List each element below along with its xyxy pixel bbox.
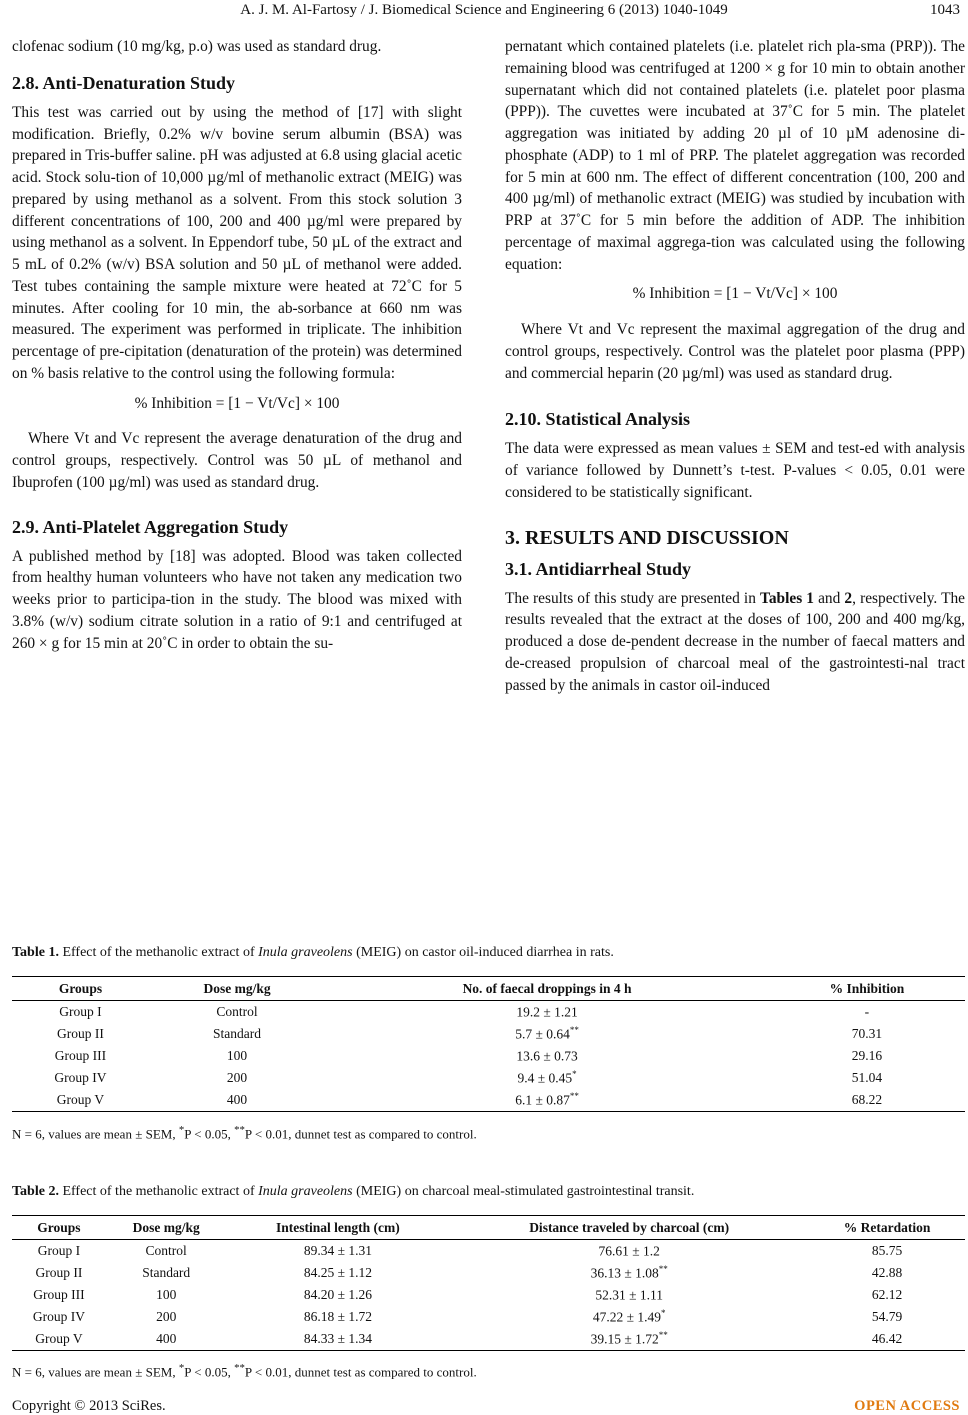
text: (MEIG) on charcoal meal-stimulated gastrointestinal transit. <box>352 1184 695 1199</box>
table-cell <box>149 1045 325 1067</box>
cell-value: Group I <box>37 1242 81 1258</box>
significance-marker: ** <box>569 1025 579 1035</box>
table-cell <box>149 1089 325 1112</box>
cell-value: Group V <box>35 1330 83 1346</box>
table-cell <box>449 1284 809 1306</box>
column-header: No. of faecal droppings in 4 h <box>325 977 769 1001</box>
table-cell <box>227 1262 450 1284</box>
cell-value: Group III <box>54 1047 107 1063</box>
table-cell <box>12 1067 149 1089</box>
cell-value: Group I <box>59 1003 102 1019</box>
text: N = 6, values are mean ± SEM, <box>12 1126 179 1142</box>
table-cell <box>227 1240 450 1263</box>
column-header: Groups <box>12 1216 106 1240</box>
table-cell <box>227 1284 450 1306</box>
cell-value: 9.4 ± 0.45 <box>517 1070 573 1086</box>
cell-value: 86.18 ± 1.72 <box>303 1308 372 1324</box>
cell-value: 62.12 <box>871 1286 903 1302</box>
table-cell <box>809 1240 965 1263</box>
table-row <box>12 1306 965 1328</box>
cell-value: 400 <box>226 1091 248 1107</box>
table-cell <box>12 1284 106 1306</box>
paragraph: Where Vt and Vc represent the average denaturation of the drug and control groups, respectively. Control was 50 µL of methanol and Ibuprofen (100 µg/ml) was used as standard drug. <box>12 430 462 491</box>
table-cell <box>12 1262 106 1284</box>
table-cell <box>449 1306 809 1328</box>
section-heading: 2.8. Anti-Denaturation Study <box>12 72 236 93</box>
table-row <box>12 1284 965 1306</box>
section-heading: 2.10. Statistical Analysis <box>505 409 691 430</box>
table1-note <box>12 1124 477 1142</box>
paragraph: clofenac sodium (10 mg/kg, p.o) was used as standard drug. <box>12 38 382 55</box>
table-cell <box>227 1306 450 1328</box>
text: P < 0.05, <box>184 1364 235 1380</box>
table-cell <box>449 1262 809 1284</box>
text: , respectively. The results revealed that the extract at the doses of 100, 200 and 400 mg/kg, produced a dose de-pendent decrease in the number of faecal matters and de-creased propulsion of charcoal meal of the gastrointesti-nal tract passed by the animals in castor oil-induced <box>505 589 966 694</box>
table-cell <box>149 1001 325 1024</box>
paragraph <box>505 588 965 697</box>
cell-value: 36.13 ± 1.08 <box>590 1265 659 1281</box>
paragraph: The data were expressed as mean values ± SEM and test-ed with analysis of variance followed by Dunnett’s t-test. P-values < 0.05, 0.01 were considered to be statistically significant. <box>505 440 965 501</box>
table-cell <box>809 1328 965 1351</box>
table2-caption <box>12 1184 694 1200</box>
cell-value: 47.22 ± 1.49 <box>592 1309 661 1325</box>
table-row <box>12 1023 965 1045</box>
significance-marker: * <box>572 1069 577 1079</box>
table-cell <box>769 1045 965 1067</box>
right-column <box>505 36 965 696</box>
cell-value: 29.16 <box>851 1047 883 1063</box>
table-cell <box>106 1306 227 1328</box>
caption-label: Table 1. <box>12 945 59 960</box>
table-cell <box>809 1262 965 1284</box>
table-cell <box>106 1284 227 1306</box>
equation: % Inhibition = [1 − Vt/Vc] × 100 <box>632 285 838 303</box>
table-cell <box>12 1306 106 1328</box>
text: Effect of the methanolic extract of <box>58 945 259 960</box>
column-header: % Retardation <box>809 1216 965 1240</box>
text: P < 0.05, <box>184 1126 235 1142</box>
table-cell <box>106 1262 227 1284</box>
table-row <box>12 1045 965 1067</box>
table-cell <box>12 1089 149 1112</box>
cell-value: 200 <box>156 1308 177 1324</box>
cell-value: 84.25 ± 1.12 <box>303 1264 372 1280</box>
table-cell <box>149 1023 325 1045</box>
cell-value: 85.75 <box>871 1242 903 1258</box>
table-cell <box>149 1067 325 1089</box>
cell-value: Control <box>216 1003 258 1019</box>
cell-value: - <box>864 1003 870 1019</box>
cell-value: Group IV <box>54 1069 107 1085</box>
table2 <box>12 1215 965 1351</box>
text: and <box>814 589 845 607</box>
table-cell <box>769 1067 965 1089</box>
caption-label: Table 2. <box>12 1184 59 1199</box>
column-header: Dose mg/kg <box>149 977 325 1001</box>
text: The results of this study are presented in <box>505 589 760 607</box>
table-cell <box>12 1045 149 1067</box>
cell-value: 5.7 ± 0.64 <box>515 1026 570 1042</box>
species-name: Inula graveolens <box>258 1184 353 1199</box>
table-cell <box>809 1306 965 1328</box>
cell-value: 400 <box>156 1330 177 1346</box>
cell-value: 39.15 ± 1.72 <box>590 1331 659 1347</box>
species-name: Inula graveolens <box>258 945 353 960</box>
table-cell <box>12 1328 106 1351</box>
cell-value: 6.1 ± 0.87 <box>515 1092 570 1108</box>
equation: % Inhibition = [1 − Vt/Vc] × 100 <box>134 394 340 412</box>
cell-value: 13.6 ± 0.73 <box>516 1048 578 1064</box>
copyright: Copyright © 2013 SciRes. <box>12 1398 166 1414</box>
section-heading: 3. RESULTS AND DISCUSSION <box>505 526 789 549</box>
table-cell <box>325 1023 769 1045</box>
cell-value: Group V <box>56 1091 105 1107</box>
cell-value: 89.34 ± 1.31 <box>303 1242 372 1258</box>
table-ref[interactable]: 2 <box>844 589 853 607</box>
cell-value: 84.33 ± 1.34 <box>303 1330 372 1346</box>
text: (MEIG) on castor oil-induced diarrhea in rats. <box>352 945 614 960</box>
text: N = 6, values are mean ± SEM, <box>12 1364 179 1380</box>
cell-value: Standard <box>213 1025 262 1041</box>
subsection-heading: 3.1. Antidiarrheal Study <box>505 558 692 579</box>
page-number: 1043 <box>930 2 960 18</box>
table2-note <box>12 1362 477 1380</box>
table-cell <box>12 1001 149 1024</box>
sup: ** <box>234 1124 245 1136</box>
table-row <box>12 1067 965 1089</box>
table-cell <box>227 1328 450 1351</box>
cell-value: 76.61 ± 1.2 <box>598 1243 660 1259</box>
significance-marker: ** <box>658 1264 668 1274</box>
cell-value: 68.22 <box>851 1091 883 1107</box>
paragraph: pernatant which contained platelets (i.e. platelet rich pla-sma (PRP)). The remaining blood was centrifuged at 1200 × g for 10 min to obtain another supernatant which did not contained platelets (i.e. platelet poor plasma (PPP)). The cuvettes were incubated at 37˚C for 5 min. The platelet aggregation was initiated by adding 20 µl of 10 µM adenosine di-phosphate (ADP) to 1 ml of PRP. The platelet aggregation was recorded for 5 min at 600 nm. The effect of different concentration (100, 200 and 400 µg/ml) of methanolic extract (MEIG) was studied by incubation with PRP at 37˚C for 5 min before the addition of ADP. The inhibition percentage of maximal aggrega-tion was calculated using the following equation: <box>505 38 965 273</box>
sup: * <box>178 1362 185 1374</box>
sup: * <box>178 1124 185 1136</box>
cell-value: 100 <box>226 1047 248 1063</box>
cell-value: 54.79 <box>871 1308 903 1324</box>
cell-value: 42.88 <box>871 1264 903 1280</box>
open-access-label: OPEN ACCESS <box>854 1398 960 1414</box>
table-row <box>12 1240 965 1263</box>
cell-value: Standard <box>142 1264 191 1280</box>
column-header: Distance traveled by charcoal (cm) <box>449 1216 809 1240</box>
table-cell <box>325 1067 769 1089</box>
cell-value: 19.2 ± 1.21 <box>516 1004 578 1020</box>
table-cell <box>769 1089 965 1112</box>
table-cell <box>325 1089 769 1112</box>
column-header: % Inhibition <box>769 977 965 1001</box>
table1-caption <box>12 945 614 961</box>
cell-value: 70.31 <box>851 1025 883 1041</box>
cell-value: 84.20 ± 1.26 <box>303 1286 372 1302</box>
cell-value: 200 <box>226 1069 248 1085</box>
running-header: A. J. M. Al-Fartosy / J. Biomedical Science and Engineering 6 (2013) 1040-1049 <box>240 2 728 18</box>
table-row <box>12 1328 965 1351</box>
table-cell <box>106 1240 227 1263</box>
section-heading: 2.9. Anti-Platelet Aggregation Study <box>12 516 289 537</box>
cell-value: Group III <box>33 1286 85 1302</box>
table-row <box>12 1262 965 1284</box>
paragraph: A published method by [18] was adopted. Blood was taken collected from healthy human volunteers who have not taken any medication two weeks prior to participa-tion in the study. The blood was mixed with 3.8% (w/v) sodium citrate solution in a ratio of 9:1 and centrifuged at 260 × g for 15 min at 20˚C in order to obtain the su- <box>12 547 462 652</box>
table-cell <box>106 1328 227 1351</box>
cell-value: Group II <box>57 1025 104 1041</box>
table-cell <box>325 1045 769 1067</box>
table-cell <box>325 1001 769 1024</box>
table-cell <box>769 1001 965 1024</box>
paragraph: Where Vt and Vc represent the maximal aggregation of the drug and control groups, respectively. Control was the platelet poor plasma (PPP) and commercial heparin (20 µg/ml) was used as standard drug. <box>505 321 965 382</box>
cell-value: Group II <box>35 1264 83 1280</box>
table-cell <box>809 1284 965 1306</box>
left-column <box>12 36 462 654</box>
text: P < 0.01, dunnet test as compared to control. <box>244 1126 477 1142</box>
significance-marker: * <box>661 1308 666 1318</box>
table-row <box>12 1001 965 1024</box>
table-cell <box>769 1023 965 1045</box>
table-cell <box>449 1328 809 1351</box>
significance-marker: ** <box>569 1091 579 1101</box>
significance-marker: ** <box>658 1330 668 1340</box>
column-header: Intestinal length (cm) <box>227 1216 450 1240</box>
cell-value: 51.04 <box>851 1069 883 1085</box>
table-cell <box>12 1240 106 1263</box>
table-cell <box>12 1023 149 1045</box>
paragraph: This test was carried out by using the method of [17] with slight modification. Briefly, 0.2% w/v bovine serum albumin (BSA) was prepared in Tris-buffer saline. pH was adjusted at 6.8 using glacial acetic acid. Stock solu-tion of 10,000 µg/ml of methanolic extract (MEIG) was prepared by using methanol as a solvent. From this stock solution 3 different concentrations of 100, 200 and 400 µg/ml were prepared by using methanol as a solvent. In Eppendorf tube, 50 µL of the extract and 5 mL of 0.2% (w/v) BSA solution and 50 µL of methanol were added. Test tubes containing the sample mixture were heated at 72˚C for 5 minutes. After cooling for 10 min, the ab-sorbance at 660 nm was measured. The experiment was performed in triplicate. The inhibition percentage of pre-cipitation (denaturation of the protein) was determined on % basis relative to the control using the following formula: <box>12 103 462 382</box>
table-row <box>12 1089 965 1112</box>
table1 <box>12 976 965 1112</box>
column-header: Dose mg/kg <box>106 1216 227 1240</box>
cell-value: 100 <box>156 1286 177 1302</box>
table-cell <box>449 1240 809 1263</box>
cell-value: 52.31 ± 1.11 <box>595 1287 663 1303</box>
cell-value: Group IV <box>32 1308 85 1324</box>
column-header: Groups <box>12 977 149 1001</box>
sup: ** <box>234 1362 245 1374</box>
cell-value: 46.42 <box>871 1330 903 1346</box>
cell-value: Control <box>145 1242 187 1258</box>
table-ref[interactable]: Tables 1 <box>760 589 814 607</box>
text: Effect of the methanolic extract of <box>58 1184 259 1199</box>
text: P < 0.01, dunnet test as compared to control. <box>244 1364 477 1380</box>
